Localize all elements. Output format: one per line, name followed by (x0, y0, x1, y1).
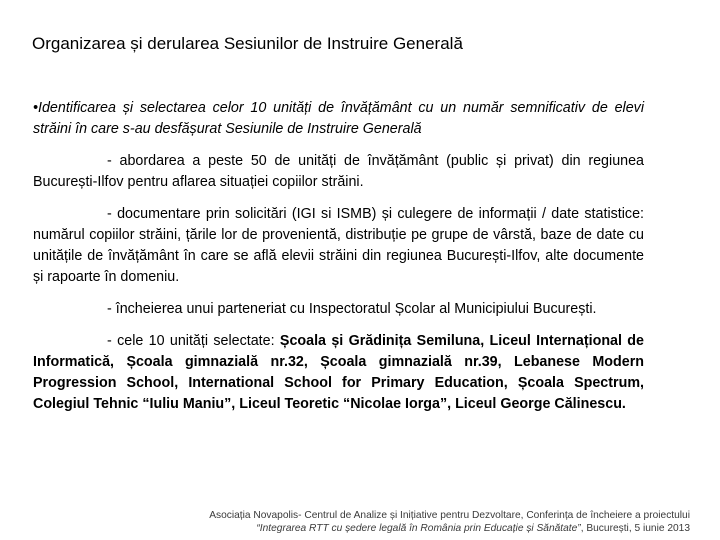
slide-title: Organizarea și derularea Sesiunilor de Instruire Generală (32, 34, 463, 53)
slide-footer (130, 509, 690, 535)
list-item (33, 151, 644, 193)
item-text: - documentare prin solicitări (IGI si ISMB) și culegere de informații / date statistice: numărul copiilor străini, țările lor de provenientă, distribuție pe grupe de vârstă, baze de date cu unitățile de învățământ în care se află elevii străini din regiunea București-Ilfov, alte documente și rapoarte în domeniu. (33, 206, 644, 285)
footer-project-title: “Integrarea RTT cu ședere legală în România prin Educație și Sănătate” (256, 523, 581, 534)
list-item (33, 204, 644, 288)
footer-line-2 (130, 522, 690, 535)
slide-content (33, 98, 644, 415)
list-item (33, 299, 644, 320)
item-text: - încheierea unui parteneriat cu Inspectoratul Școlar al Municipiului București. (107, 301, 597, 317)
footer-location-date: , București, 5 iunie 2013 (580, 523, 690, 534)
list-item (33, 331, 644, 415)
footer-line-1: Asociația Novapolis- Centrul de Analize și Inițiative pentru Dezvoltare, Conferința de încheiere a proiectului (209, 510, 690, 521)
item-text: - abordarea a peste 50 de unități de învățământ (public și privat) din regiunea București-Ilfov pentru aflarea situației copiilor străini. (33, 153, 644, 190)
bullet-point: •Identificarea și selectarea celor 10 unități de învățământ cu un număr semnificativ de elevi străini în care s-au desfășurat Sesiunile de Instruire Generală (33, 100, 644, 137)
item-prefix: - cele 10 unități selectate: (107, 333, 280, 349)
selected-schools-list: Școala și Grădinița Semiluna, Liceul Internațional de Informatică, Școala gimnazială nr.32, Școala gimnazială nr.39, Lebanese Modern Progression School, International School for Primary Education, Școala Spectrum, Colegiul Tehnic “Iuliu Maniu”, Liceul Teoretic “Nicolae Iorga”, Liceul George Călinescu. (33, 333, 644, 412)
